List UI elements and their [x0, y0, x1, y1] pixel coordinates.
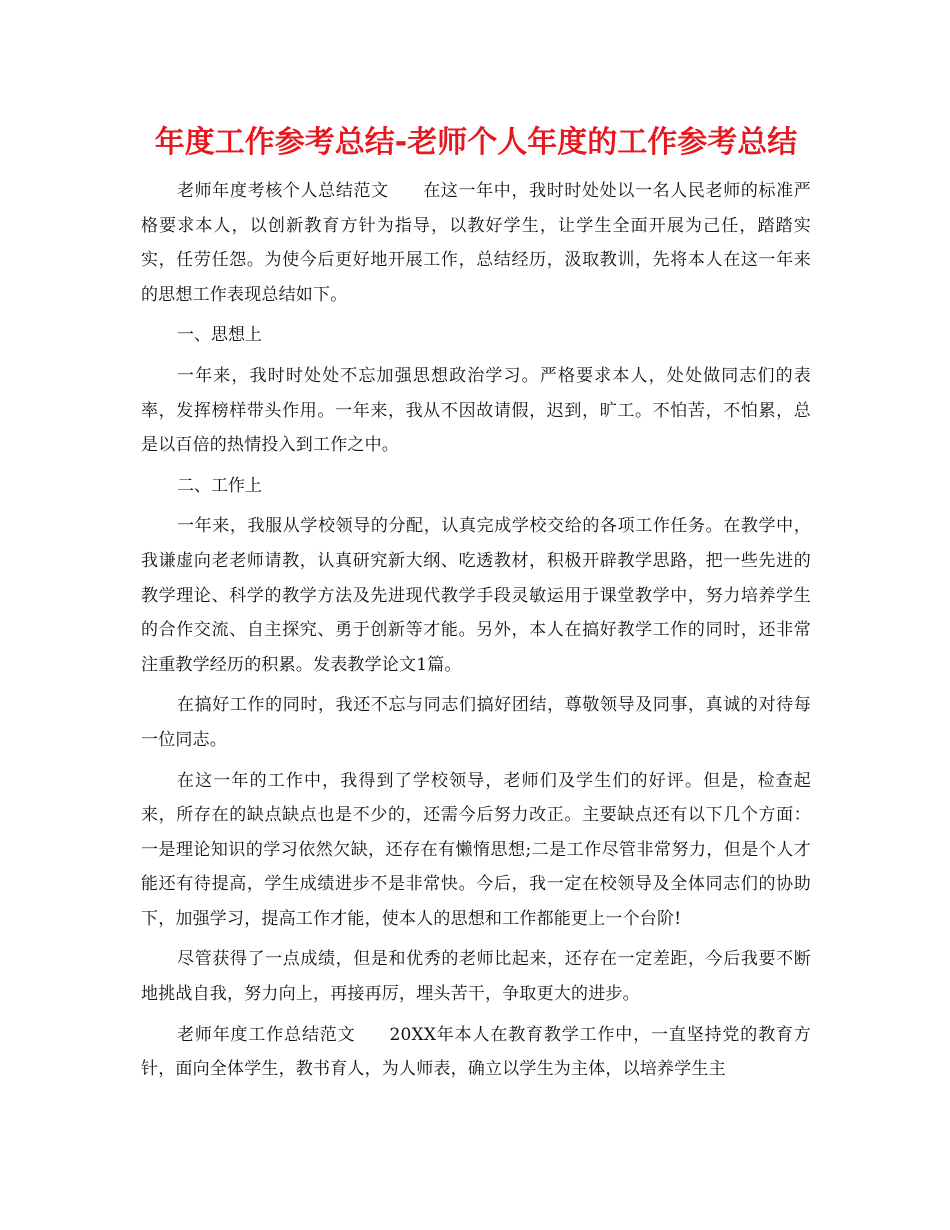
- paragraph-unity: 在搞好工作的同时，我还不忘与同志们搞好团结，尊敬领导及同事，真诚的对待每一位同志。: [141, 695, 811, 750]
- section-heading-work: 二、工作上: [177, 475, 262, 496]
- document-title: 年度工作参考总结-老师个人年度的工作参考总结: [154, 125, 798, 160]
- section-heading-thought: 一、思想上: [177, 325, 262, 346]
- second-summary-text: 20XX年本人在教育教学工作中，一直坚持党的教育方针，面向全体学生，教书育人，为人师表，确立以学生为主体，以培养学生主: [141, 1024, 812, 1080]
- intro-label: 老师年度考核个人总结范文: [177, 181, 389, 201]
- second-summary-paragraph: [141, 1018, 811, 1087]
- second-summary-label: 老师年度工作总结范文: [177, 1024, 356, 1045]
- paragraph-future: 尽管获得了一点成绩，但是和优秀的老师比起来，还存在一定差距，今后我要不断地挑战自我，努力向上，再接再厉，埋头苦干，争取更大的进步。: [141, 949, 811, 1005]
- paragraph-shortcomings: 在这一年的工作中，我得到了学校领导，老师们及学生们的好评。但是，检查起来，所存在的缺点缺点也是不少的，还需今后努力改正。主要缺点还有以下几个方面：一是理论知识的学习依然欠缺，还存在有懒惰思想;二是工作尽管非常努力，但是个人才能还有待提高，学生成绩进步不是非常快。今后，我一定在校领导及全体同志们的协助下，加强学习，提高工作才能，使本人的思想和工作都能更上一个台阶!: [141, 770, 811, 929]
- section-text-work: 一年来，我服从学校领导的分配，认真完成学校交给的各项工作任务。在教学中，我谦虚向老老师请教，认真研究新大纲、吃透教材，积极开辟教学思路，把一些先进的教学理论、科学的教学方法及先进现代教学手段灵敏运用于课堂教学中，努力培养学生的合作交流、自主探究、勇于创新等才能。另外，本人在搞好教学工作的同时，还非常注重教学经历的积累。发表教学论文1篇。: [141, 516, 811, 675]
- document-page: [141, 118, 811, 1093]
- section-text-thought: 一年来，我时时处处不忘加强思想政治学习。严格要求本人，处处做同志们的表率，发挥榜样带头作用。一年来，我从不因故请假，迟到，旷工。不怕苦，不怕累，总是以百倍的热情投入到工作之中。: [141, 365, 811, 456]
- intro-text: 在这一年中，我时时处处以一名人民老师的标准严格要求本人，以创新教育方针为指导，以教好学生，让学生全面开展为己任，踏踏实实，任劳任怨。为使今后更好地开展工作，总结经历，汲取教训，先将本人在这一年来的思想工作表现总结如下。: [141, 181, 811, 305]
- intro-paragraph: [141, 174, 811, 312]
